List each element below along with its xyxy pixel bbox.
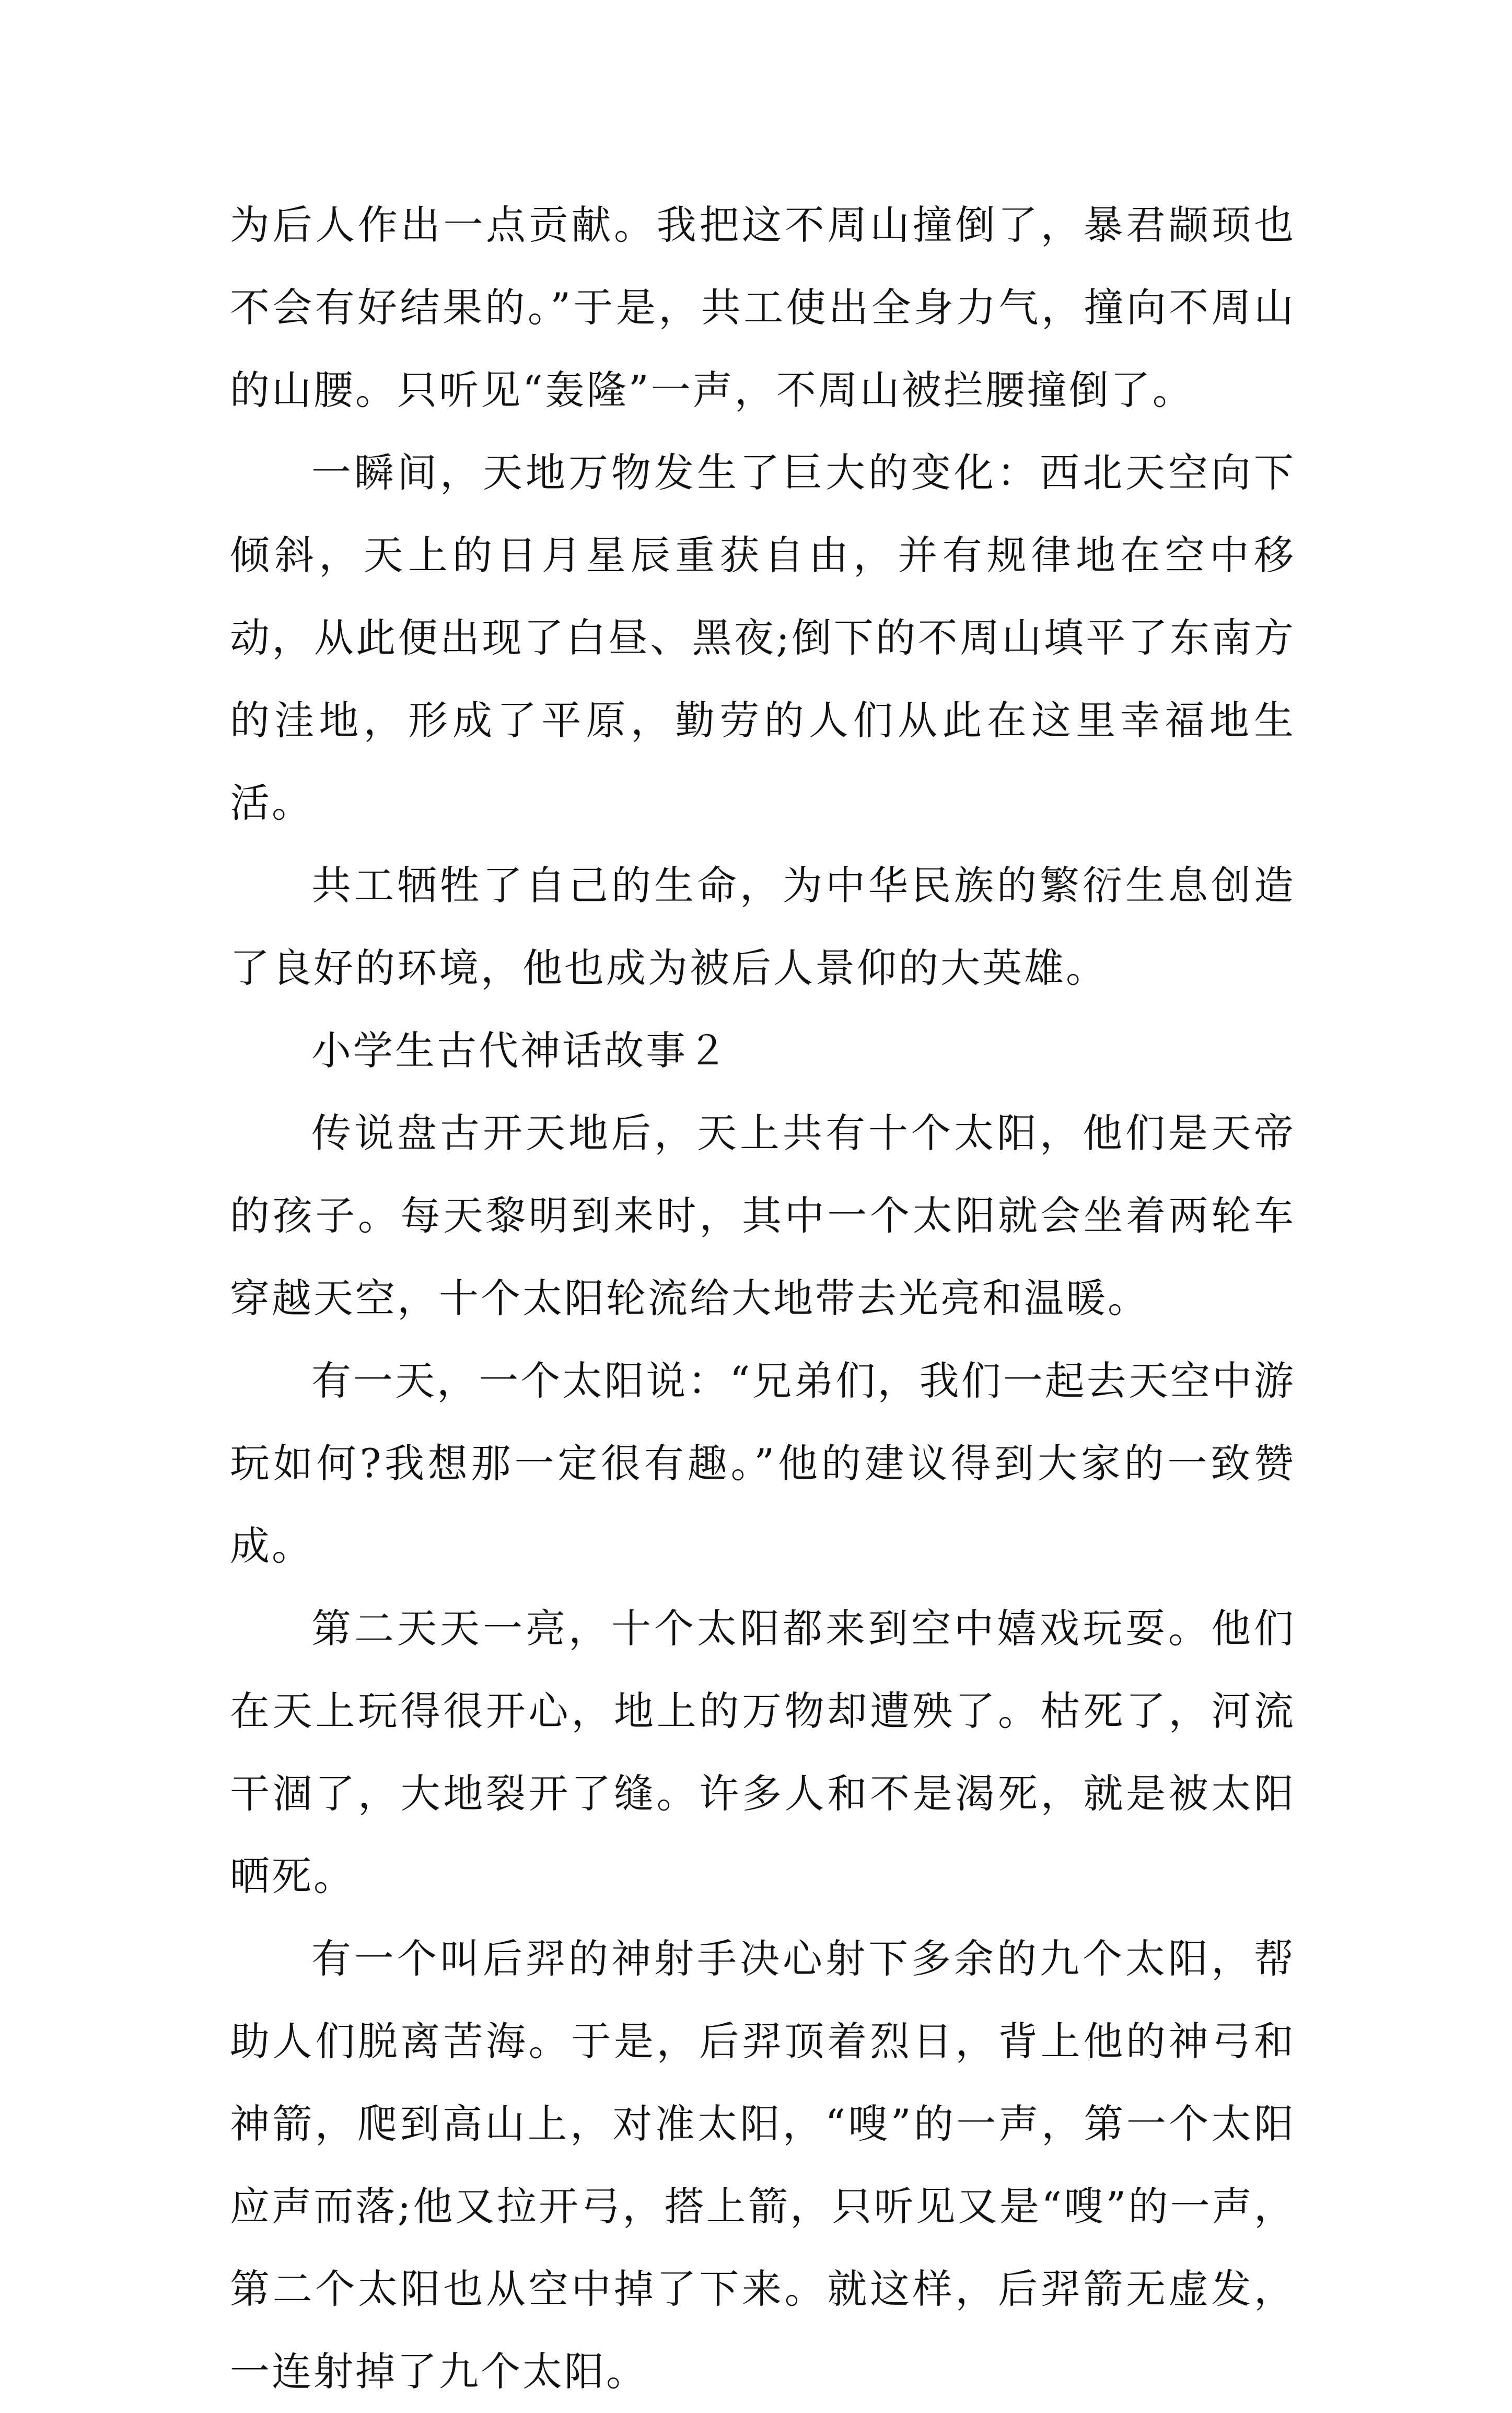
paragraph: 第二天天一亮，十个太阳都来到空中嬉戏玩耍。他们在天上玩得很开心，地上的万物却遭殃了。枯死了，河流干涸了，大地裂开了缝。许多人和不是渴死，就是被太阳晒死。 bbox=[230, 1605, 1296, 1899]
story-heading: 小学生古代神话故事２ bbox=[311, 1027, 729, 1074]
paragraph: 有一天，一个太阳说：“兄弟们，我们一起去天空中游玩如何?我想那一定很有趣。”他的建议得到大家的一致赞成。 bbox=[230, 1358, 1296, 1569]
document-body bbox=[230, 184, 1296, 2413]
paragraph: 一瞬间，天地万物发生了巨大的变化：西北天空向下倾斜，天上的日月星辰重获自由，并有规律地在空中移动，从此便出现了白昼、黑夜;倒下的不周山填平了东南方的洼地，形成了平原，勤劳的人们从此在这里幸福地生活。 bbox=[230, 449, 1296, 826]
paragraph-continuation: 为后人作出一点贡献。我把这不周山撞倒了，暴君颛顼也不会有好结果的。”于是，共工使出全身力气，撞向不周山的山腰。只听见“轰隆”一声，不周山被拦腰撞倒了。 bbox=[230, 202, 1296, 413]
paragraph: 传说盘古开天地后，天上共有十个太阳，他们是天帝的孩子。每天黎明到来时，其中一个太阳就会坐着两轮车穿越天空，十个太阳轮流给大地带去光亮和温暖。 bbox=[230, 1110, 1296, 1321]
paragraph: 共工牺牲了自己的生命，为中华民族的繁衍生息创造了良好的环境，他也成为被后人景仰的大英雄。 bbox=[230, 862, 1296, 991]
paragraph: 有一个叫后羿的神射手决心射下多余的九个太阳，帮助人们脱离苦海。于是，后羿顶着烈日，背上他的神弓和神箭，爬到高山上，对准太阳，“嗖”的一声，第一个太阳应声而落;他又拉开弓，搭上箭，只听见又是“嗖”的一声，第二个太阳也从空中掉了下来。就这样，后羿箭无虚发，一连射掉了九个太阳。 bbox=[230, 1935, 1296, 2395]
